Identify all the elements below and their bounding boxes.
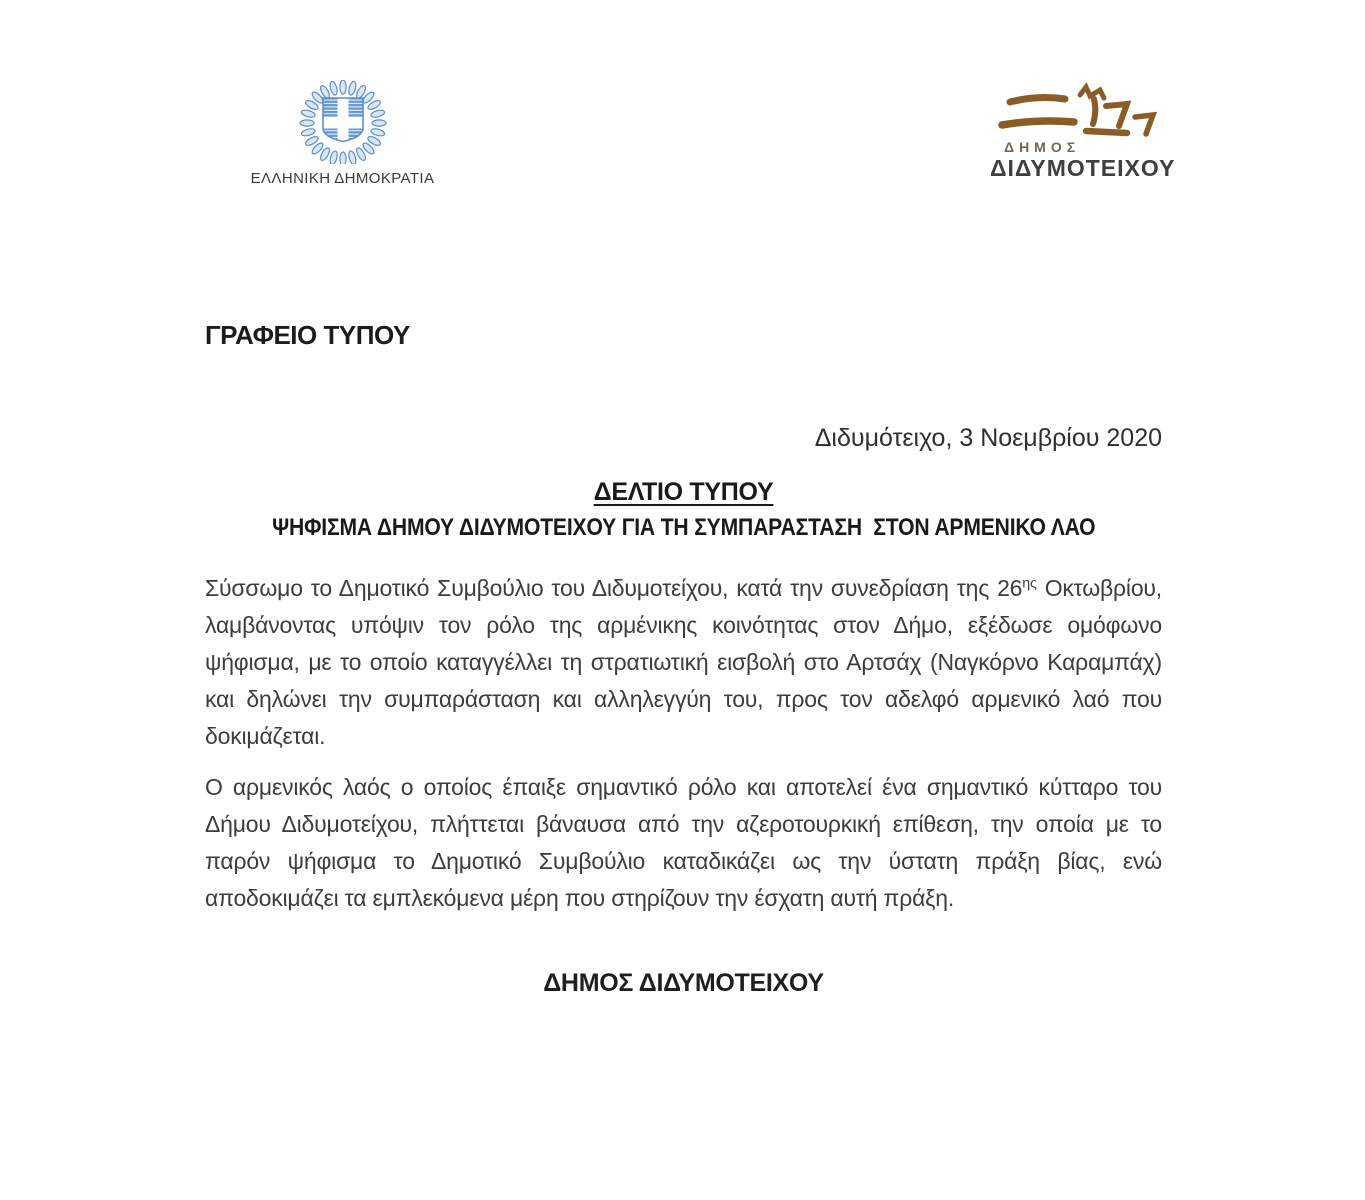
paragraph-2: Ο αρμενικός λαός ο οποίος έπαιξε σημαντικό ρόλο και αποτελεί ένα σημαντικό κύτταρο του Δήμου Διδυμοτείχου, πλήττεται βάναυσα από την αζεροτουρκική επίθεση, την οποία με το παρόν ψήφισμα το Δημοτικό Συμβούλιο καταδικάζει ως την ύστατη πράξη βίας, ενώ αποδοκιμάζει τα εμπλεκόμενα μέρη που στηρίζουν την έσχατη αυτή πράξη. [205, 774, 1162, 911]
press-office-heading: ΓΡΑΦΕΙΟ ΤΥΠΟΥ [205, 320, 410, 350]
resolution-subtitle-text: ΨΗΦΙΣΜΑ ΔΗΜΟΥ ΔΙΔΥΜΟΤΕΙΧΟΥ ΓΙΑ ΤΗ ΣΥΜΠΑΡΑΣΤΑΣΗ ΣΤΟΝ ΑΡΜΕΝΙΚΟ ΛΑΟ [271, 514, 1096, 541]
press-release-title: ΔΕΛΤΙΟ ΤΥΠΟΥ [593, 478, 774, 506]
municipality-logo-block [988, 76, 1198, 180]
paragraph-1-continuation: Οκτωβρίου, λαμβάνοντας υπόψιν τον ρόλο της αρμένικης κοινότητας στον Δήμο, εξέδωσε ομόφωνο ψήφισμα, με το οποίο καταγγέλλει τη στρατιωτική εισβολή στο Αρτσάχ (Ναγκόρνο Καραμπάχ) και δηλώνει την συμπαράσταση και αλληλεγγύη του, προς τον αδελφό αρμενικό λαό που δοκιμάζεται. [205, 575, 1162, 749]
ordinal-superscript: ης [1022, 575, 1037, 592]
body-text-block [205, 570, 1162, 998]
paragraph-1 [205, 570, 1162, 755]
paragraph-1-text: Σύσσωμο το Δημοτικό Συμβούλιο του Διδυμοτείχου, κατά την συνεδρίαση της 26 [205, 575, 1023, 601]
hellenic-republic-emblem-icon [291, 80, 395, 164]
shield-cross-quadrants [323, 98, 363, 153]
municipality-name-line2: ΔΙΔΥΜΟΤΕΙΧΟΥ [990, 155, 1176, 181]
title-block [205, 478, 1162, 542]
hellenic-republic-caption: ΕΛΛΗΝΙΚΗ ΔΗΜΟΚΡΑΤΙΑ [250, 170, 435, 187]
resolution-subtitle [205, 514, 1162, 542]
dateline: Διδυμότειχο, 3 Νοεμβρίου 2020 [814, 424, 1162, 452]
municipality-name-line1: ΔΗΜΟΣ [1004, 139, 1081, 155]
municipality-signature: ΔΗΜΟΣ ΔΙΔΥΜΟΤΕΙΧΟΥ [543, 969, 824, 997]
laurel-wreath [300, 80, 386, 164]
hellenic-republic-logo-block [250, 80, 435, 187]
didymoteicho-castle-brushstrokes-icon [994, 76, 1166, 140]
